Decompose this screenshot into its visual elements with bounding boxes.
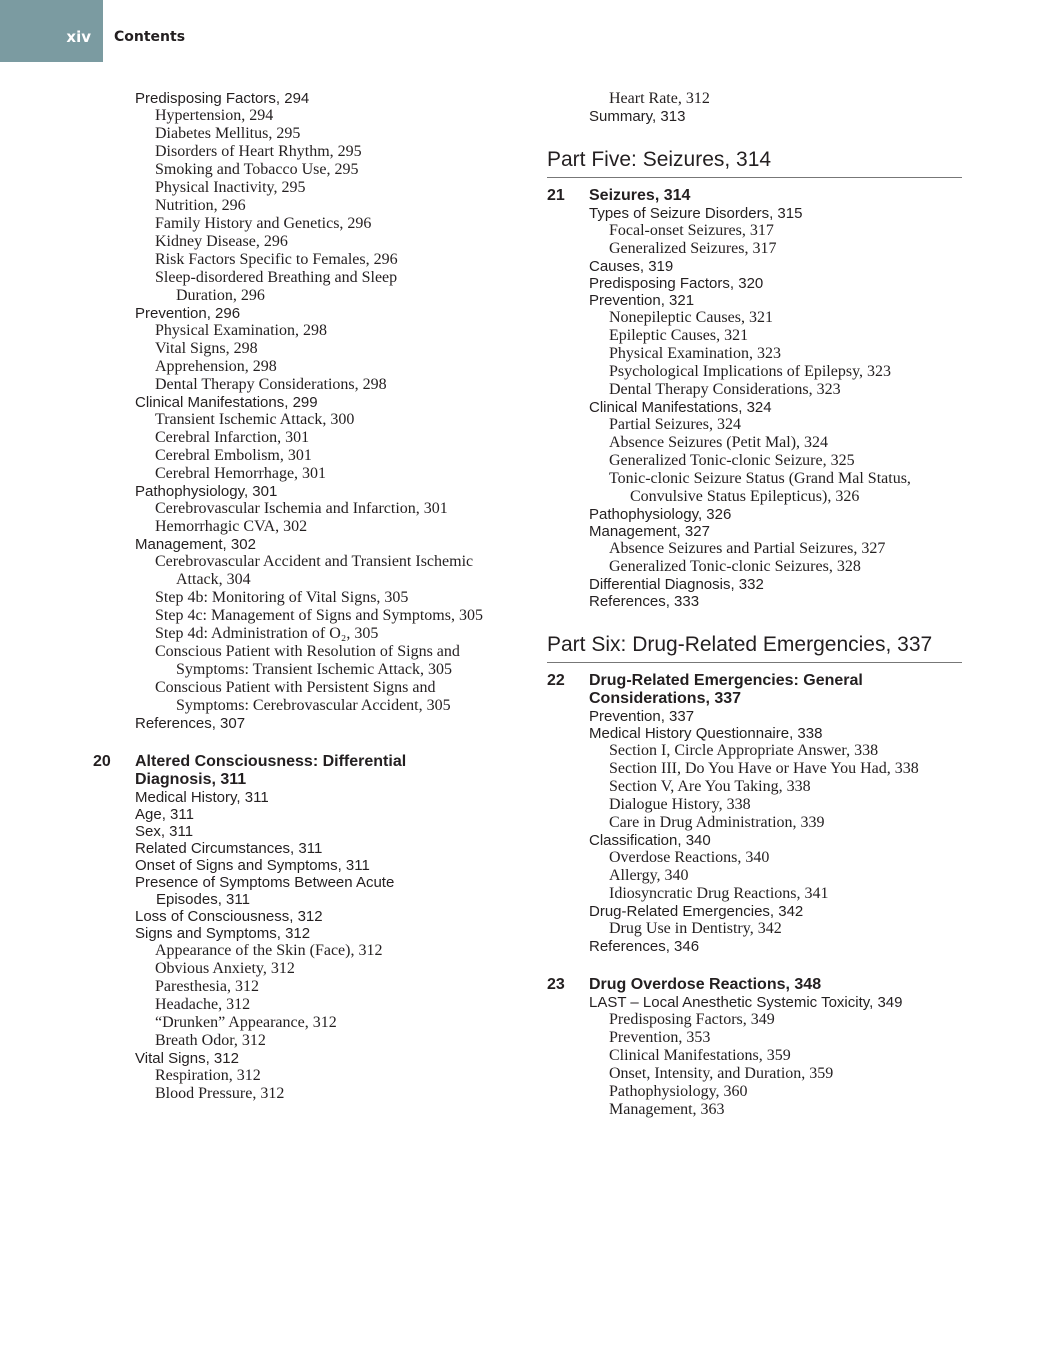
entry-text: Vital Signs, 312 (135, 1049, 239, 1067)
subsection-entry (93, 447, 533, 465)
chapter-title-line: Considerations, 337 (589, 690, 742, 707)
subsection-entry (93, 1085, 533, 1103)
chapter-entry (547, 187, 962, 205)
entry-text: Sex, 311 (135, 822, 194, 840)
entry-text: Section III, Do You Have or Have You Had, 338 (609, 760, 919, 777)
entry-text: Management, 363 (609, 1100, 725, 1118)
entry-text: Obvious Anxiety, 312 (155, 959, 295, 977)
chapter-number: 23 (547, 975, 565, 993)
entry-text: Appearance of the Skin (Face), 312 (155, 941, 383, 959)
subsection-entry (547, 1065, 962, 1083)
entry-text: Transient Ischemic Attack, 300 (155, 411, 355, 428)
entry-text: Clinical Manifestations, 299 (135, 394, 318, 411)
entry-text: References, 333 (589, 593, 700, 610)
entry-text: Causes, 319 (589, 258, 674, 275)
section-entry (547, 725, 962, 742)
subsection-entry (547, 345, 962, 363)
entry-text: Onset, Intensity, and Duration, 359 (609, 1064, 834, 1082)
entry-text: Loss of Consciousness, 312 (135, 907, 323, 925)
subsection-entry (547, 416, 962, 434)
entry-text: Classification, 340 (589, 832, 711, 849)
entry-text: Sleep-disordered Breathing and Sleep (155, 269, 398, 286)
entry-text: Conscious Patient with Persistent Signs and (155, 679, 436, 696)
section-entry (93, 305, 533, 322)
section-entry (93, 1050, 533, 1067)
entry-text: Clinical Manifestations, 359 (609, 1046, 791, 1064)
subsection-entry (93, 161, 533, 179)
entry-text: Age, 311 (135, 805, 194, 823)
entry-text: Cerebral Infarction, 301 (155, 429, 310, 446)
entry-text: Predisposing Factors, 294 (135, 90, 310, 107)
subsection-entry (93, 518, 533, 536)
entry-text: Diabetes Mellitus, 295 (155, 125, 301, 142)
subsection-entry (93, 125, 533, 143)
entry-text: Dental Therapy Considerations, 298 (155, 376, 387, 393)
entry-text: Dialogue History, 338 (609, 796, 751, 813)
entry-text: Generalized Tonic-clonic Seizure, 325 (609, 452, 855, 469)
chapter-entry (547, 976, 962, 994)
entry-text: Types of Seizure Disorders, 315 (589, 205, 803, 222)
chapter-title-line: Seizures, 314 (589, 187, 691, 204)
section-entry (93, 925, 533, 942)
section-entry (93, 536, 533, 553)
section-entry (547, 523, 962, 540)
subsection-entry (93, 679, 533, 715)
entry-text: Risk Factors Specific to Females, 296 (155, 251, 398, 268)
entry-text: Nonepileptic Causes, 321 (609, 309, 773, 326)
entry-text: Conscious Patient with Resolution of Signs and (155, 643, 460, 660)
entry-text: Drug-Related Emergencies, 342 (589, 903, 804, 920)
entry-text: Management, 302 (135, 536, 256, 553)
entry-text: Idiosyncratic Drug Reactions, 341 (609, 885, 829, 902)
entry-text: Tonic-clonic Seizure Status (Grand Mal Status, (609, 470, 911, 487)
page-number-tab (0, 0, 103, 62)
entry-text: Headache, 312 (155, 995, 251, 1013)
subsection-entry (93, 411, 533, 429)
entry-text: Prevention, 353 (609, 1028, 711, 1046)
subsection-entry (547, 742, 962, 760)
entry-text: Psychological Implications of Epilepsy, 323 (609, 363, 892, 380)
subsection-entry (93, 358, 533, 376)
chapter-number: 20 (93, 752, 111, 770)
section-entry (547, 994, 962, 1011)
section-entry (93, 789, 533, 806)
subsection-entry (93, 340, 533, 358)
subsection-entry (93, 429, 533, 447)
entry-text: References, 307 (135, 715, 246, 732)
entry-text: Generalized Seizures, 317 (609, 240, 777, 257)
toc-column-left (93, 90, 533, 1103)
chapter-entry (547, 672, 962, 708)
entry-text: Generalized Tonic-clonic Seizures, 328 (609, 558, 861, 575)
subsection-entry (547, 452, 962, 470)
subsection-entry (93, 1014, 533, 1032)
chapter-title-line: Drug Overdose Reactions, 348 (589, 975, 822, 993)
section-entry (547, 832, 962, 849)
subsection-entry (547, 920, 962, 938)
entry-text: Signs and Symptoms, 312 (135, 924, 311, 942)
running-header-title: Contents (114, 29, 186, 45)
subsection-entry (547, 885, 962, 903)
section-entry (93, 823, 533, 840)
subsection-entry (93, 197, 533, 215)
subsection-entry (547, 327, 962, 345)
section-entry (547, 903, 962, 920)
entry-text: Prevention, 337 (589, 708, 695, 725)
section-entry (93, 840, 533, 857)
entry-text: Epileptic Causes, 321 (609, 327, 749, 344)
entry-text: Predisposing Factors, 349 (609, 1010, 775, 1028)
chapter-title-line: Drug-Related Emergencies: General (589, 672, 863, 689)
entry-text: Cerebrovascular Ischemia and Infarction, 301 (155, 500, 448, 517)
section-entry (93, 874, 533, 908)
entry-text: Related Circumstances, 311 (135, 839, 323, 857)
section-entry (547, 593, 962, 610)
entry-text: Smoking and Tobacco Use, 295 (155, 161, 359, 178)
subsection-entry (93, 942, 533, 960)
subsection-entry (93, 553, 533, 589)
subsection-entry (547, 363, 962, 381)
chapter-title-line: Altered Consciousness: Differential (135, 752, 407, 770)
subsection-entry (547, 867, 962, 885)
subsection-entry (547, 1011, 962, 1029)
entry-text: Breath Odor, 312 (155, 1031, 266, 1049)
entry-text-continued: Symptoms: Transient Ischemic Attack, 305 (176, 661, 452, 678)
entry-text: References, 346 (589, 938, 700, 955)
entry-text: Section V, Are You Taking, 338 (609, 778, 811, 795)
entry-text: Prevention, 321 (589, 292, 695, 309)
subsection-entry (547, 222, 962, 240)
entry-text: Overdose Reactions, 340 (609, 849, 770, 866)
part-heading: Part Six: Drug-Related Emergencies, 337 (547, 632, 962, 663)
subsection-entry (547, 558, 962, 576)
entry-text: Section I, Circle Appropriate Answer, 338 (609, 742, 879, 759)
page-number: xiv (66, 28, 91, 46)
entry-text: Dental Therapy Considerations, 323 (609, 381, 841, 398)
subsection-entry (93, 996, 533, 1014)
entry-text: Clinical Manifestations, 324 (589, 399, 772, 416)
entry-text: LAST – Local Anesthetic Systemic Toxicity, 349 (589, 993, 903, 1011)
entry-text: Step 4c: Management of Signs and Symptoms, 305 (155, 607, 483, 624)
entry-text: Partial Seizures, 324 (609, 416, 741, 433)
subsection-entry (93, 376, 533, 394)
entry-text: Absence Seizures and Partial Seizures, 327 (609, 540, 886, 557)
subsection-entry (547, 309, 962, 327)
subsection-entry (93, 607, 533, 625)
subsection-entry (93, 589, 533, 607)
entry-text: Predisposing Factors, 320 (589, 275, 764, 292)
section-entry (547, 258, 962, 275)
section-entry (547, 938, 962, 955)
section-entry (547, 708, 962, 725)
subsection-entry (93, 233, 533, 251)
entry-text: Pathophysiology, 360 (609, 1082, 748, 1100)
section-entry (547, 205, 962, 222)
entry-text: Physical Examination, 298 (155, 322, 327, 339)
entry-text: Medical History, 311 (135, 788, 269, 806)
entry-text: “Drunken” Appearance, 312 (155, 1013, 337, 1031)
subsection-entry (93, 960, 533, 978)
subsection-entry (547, 240, 962, 258)
chapter-title (589, 187, 690, 205)
section-entry (93, 715, 533, 732)
subsection-entry (93, 215, 533, 233)
section-entry (93, 483, 533, 500)
section-entry (93, 908, 533, 925)
entry-text: Step 4b: Monitoring of Vital Signs, 305 (155, 589, 409, 606)
chapter-title (589, 976, 821, 994)
entry-text: Vital Signs, 298 (155, 340, 258, 357)
subsection-entry (547, 760, 962, 778)
entry-text: Kidney Disease, 296 (155, 233, 288, 250)
chapter-number: 22 (547, 672, 565, 689)
entry-text: Nutrition, 296 (155, 197, 246, 214)
entry-text: Prevention, 296 (135, 305, 241, 322)
entry-text-continued: Episodes, 311 (156, 890, 250, 908)
entry-text: Step 4d: Administration of O₂, 305 (155, 625, 379, 642)
subsection-entry (93, 107, 533, 125)
entry-text: Paresthesia, 312 (155, 977, 259, 995)
entry-text: Care in Drug Administration, 339 (609, 814, 825, 831)
entry-text: Respiration, 312 (155, 1066, 261, 1084)
subsection-entry (547, 849, 962, 867)
section-entry (93, 806, 533, 823)
chapter-title (135, 753, 406, 789)
entry-text: Cerebral Embolism, 301 (155, 447, 312, 464)
entry-text: Hypertension, 294 (155, 107, 274, 124)
subsection-entry (93, 465, 533, 483)
entry-text-continued: Symptoms: Cerebrovascular Accident, 305 (176, 697, 451, 714)
toc-column-right (547, 90, 962, 1119)
entry-text: Differential Diagnosis, 332 (589, 576, 764, 593)
entry-text-continued: Duration, 296 (176, 287, 265, 304)
subsection-entry (547, 778, 962, 796)
subsection-entry (93, 322, 533, 340)
entry-text: Apprehension, 298 (155, 358, 277, 375)
entry-text-continued: Convulsive Status Epilepticus), 326 (630, 488, 860, 505)
entry-text: Absence Seizures (Petit Mal), 324 (609, 434, 829, 451)
section-entry (93, 857, 533, 874)
entry-text: Drug Use in Dentistry, 342 (609, 920, 782, 937)
entry-text: Disorders of Heart Rhythm, 295 (155, 143, 362, 160)
section-entry (547, 506, 962, 523)
subsection-entry (93, 1067, 533, 1085)
entry-text: Focal-onset Seizures, 317 (609, 222, 774, 239)
entry-text: Cerebrovascular Accident and Transient Ischemic (155, 553, 474, 570)
entry-text: Physical Inactivity, 295 (155, 179, 306, 196)
entry-text: Presence of Symptoms Between Acute (135, 873, 395, 891)
subsection-entry (547, 1083, 962, 1101)
subsection-entry (547, 1047, 962, 1065)
subsection-entry (547, 1101, 962, 1119)
part-heading: Part Five: Seizures, 314 (547, 147, 962, 178)
entry-text: Onset of Signs and Symptoms, 311 (135, 856, 370, 874)
entry-text: Summary, 313 (589, 108, 686, 125)
section-entry (547, 108, 962, 125)
entry-text: Blood Pressure, 312 (155, 1084, 285, 1102)
entry-text: Heart Rate, 312 (609, 90, 710, 107)
section-entry (93, 90, 533, 107)
subsection-entry (547, 470, 962, 506)
subsection-entry (547, 90, 962, 108)
entry-text: Cerebral Hemorrhage, 301 (155, 465, 327, 482)
subsection-entry (93, 269, 533, 305)
subsection-entry (547, 381, 962, 399)
chapter-number: 21 (547, 187, 565, 204)
subsection-entry (547, 814, 962, 832)
section-entry (547, 399, 962, 416)
chapter-title (589, 672, 863, 708)
subsection-entry (93, 1032, 533, 1050)
section-entry (547, 576, 962, 593)
chapter-entry (93, 753, 533, 789)
section-entry (547, 292, 962, 309)
subsection-entry (547, 1029, 962, 1047)
section-entry (93, 394, 533, 411)
chapter-title-line: Diagnosis, 311 (135, 770, 247, 788)
subsection-entry (93, 143, 533, 161)
subsection-entry (93, 500, 533, 518)
subsection-entry (547, 540, 962, 558)
section-entry (547, 275, 962, 292)
subsection-entry (93, 978, 533, 996)
subsection-entry (547, 434, 962, 452)
subsection-entry (547, 796, 962, 814)
entry-text: Medical History Questionnaire, 338 (589, 725, 823, 742)
subsection-entry (93, 251, 533, 269)
entry-text: Allergy, 340 (609, 867, 689, 884)
subsection-entry (93, 643, 533, 679)
entry-text: Management, 327 (589, 523, 710, 540)
subsection-entry (93, 625, 533, 643)
entry-text: Pathophysiology, 326 (589, 506, 732, 523)
entry-text-continued: Attack, 304 (176, 571, 251, 588)
entry-text: Family History and Genetics, 296 (155, 215, 372, 232)
entry-text: Hemorrhagic CVA, 302 (155, 518, 308, 535)
subsection-entry (93, 179, 533, 197)
entry-text: Pathophysiology, 301 (135, 483, 278, 500)
entry-text: Physical Examination, 323 (609, 345, 781, 362)
